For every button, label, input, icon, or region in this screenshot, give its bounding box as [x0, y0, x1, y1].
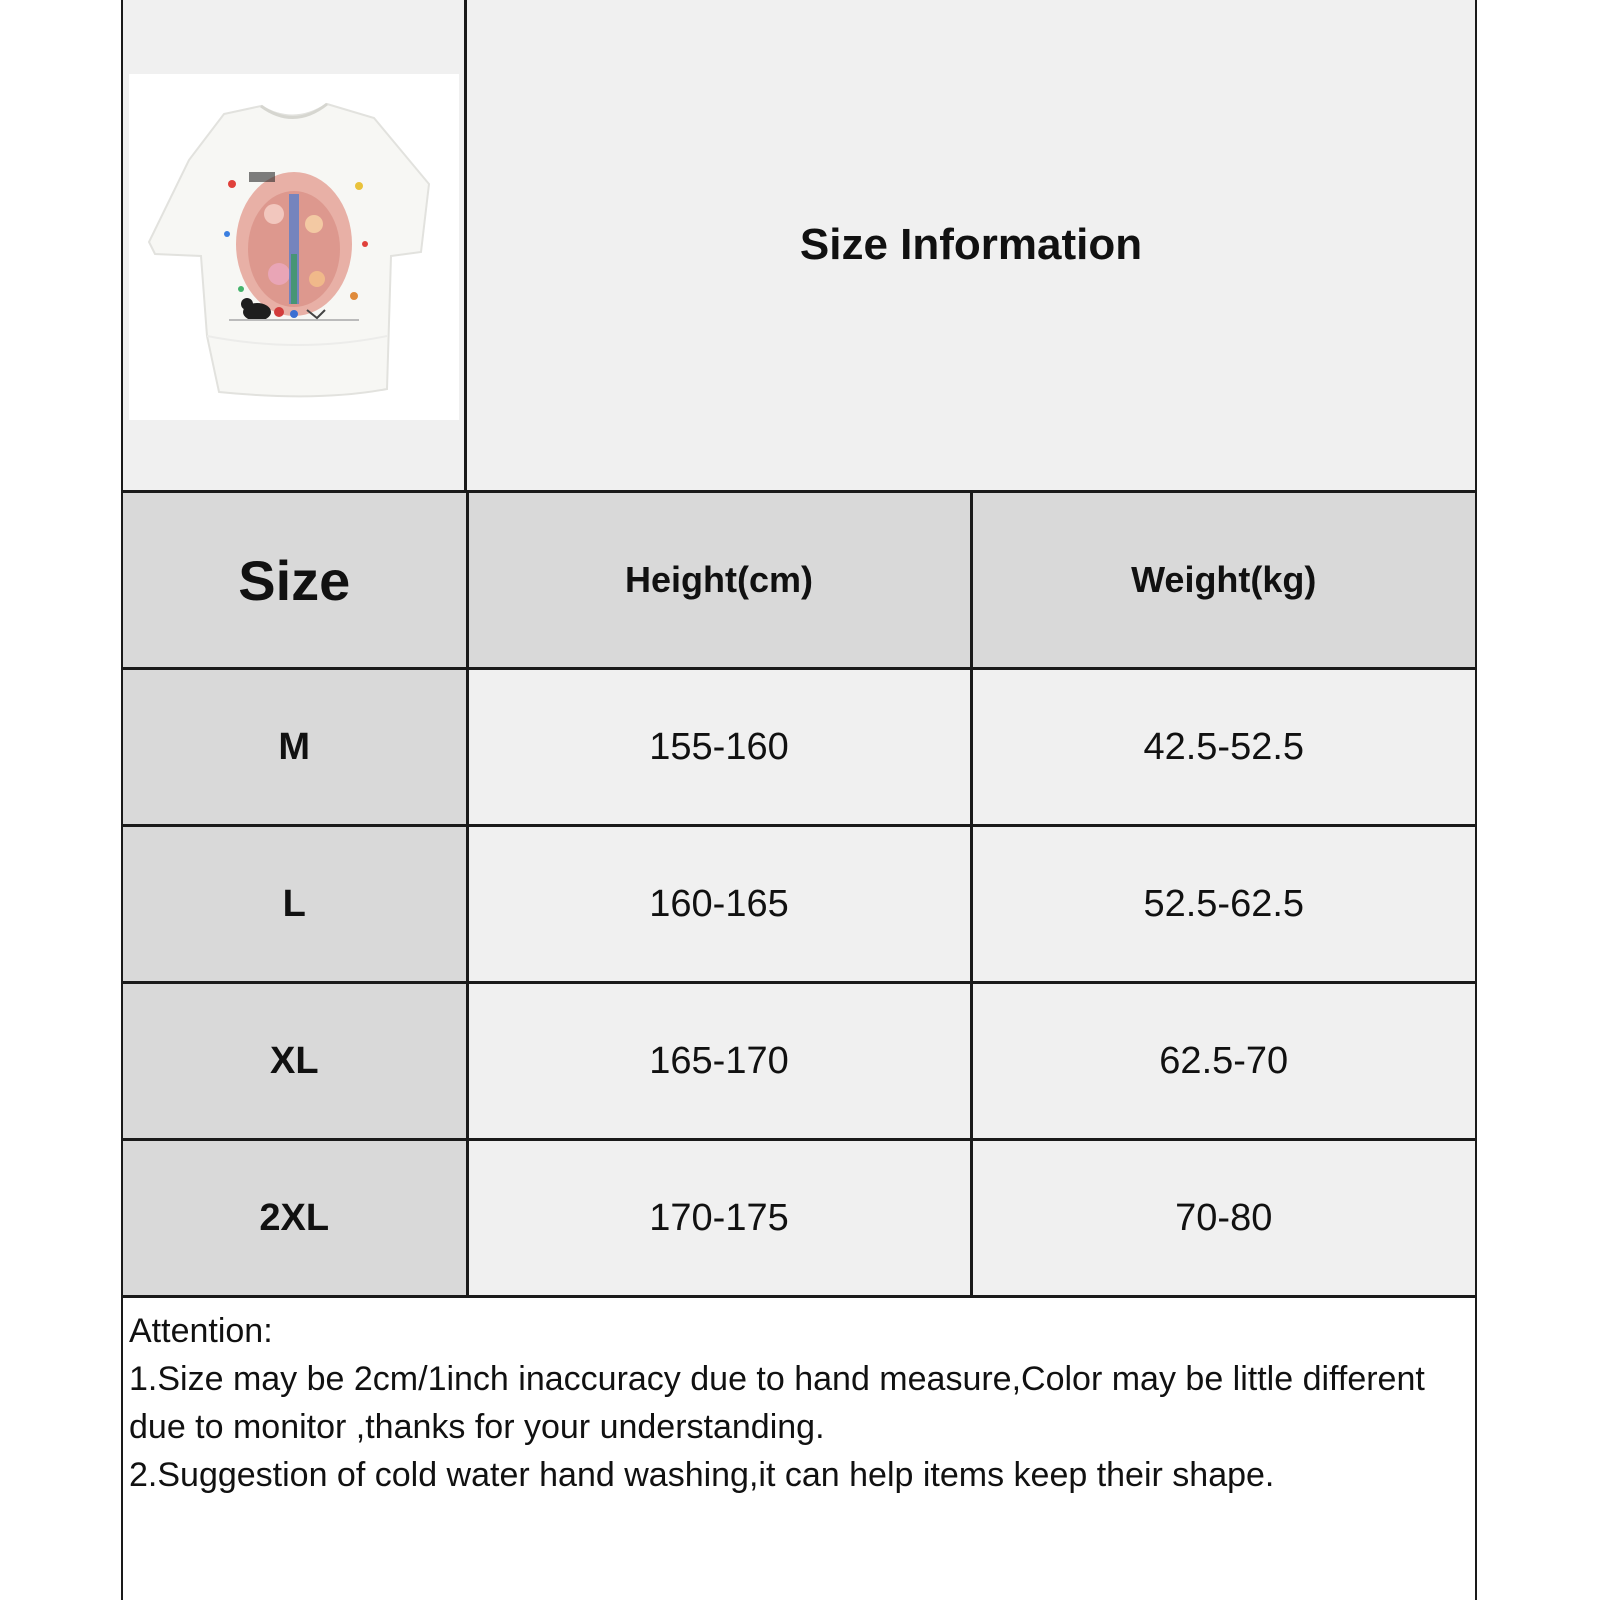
column-header-height: Height(cm): [467, 492, 971, 669]
title-cell: [467, 0, 1475, 490]
size-cell: L: [123, 826, 467, 983]
product-image-cell: [123, 0, 467, 490]
height-cell: 165-170: [467, 983, 971, 1140]
product-image: [129, 74, 459, 420]
column-header-size: Size: [123, 492, 467, 669]
size-cell: XL: [123, 983, 467, 1140]
page-title: Size Information: [799, 220, 1143, 269]
size-cell: 2XL: [123, 1140, 467, 1297]
size-chart-sheet: [121, 0, 1477, 1600]
table-row: [123, 1140, 1475, 1297]
table-header-row: [123, 492, 1475, 669]
table-row: [123, 669, 1475, 826]
table-row: [123, 826, 1475, 983]
note-line-2: 2.Suggestion of cold water hand washing,it can help items keep their shape.: [129, 1456, 1275, 1494]
weight-cell: 62.5-70: [971, 983, 1475, 1140]
size-cell: M: [123, 669, 467, 826]
size-table: [123, 490, 1475, 1298]
weight-cell: 70-80: [971, 1140, 1475, 1297]
tshirt-illustration: [129, 74, 459, 420]
note-line-1: 1.Size may be 2cm/1inch inaccuracy due to hand measure,Color may be little different due to monitor ,thanks for your understanding.: [129, 1360, 1425, 1446]
table-row: [123, 983, 1475, 1140]
attention-notes: [129, 1307, 1469, 1499]
column-header-weight: Weight(kg): [971, 492, 1475, 669]
height-cell: 160-165: [467, 826, 971, 983]
weight-cell: 42.5-52.5: [971, 669, 1475, 826]
height-cell: 170-175: [467, 1140, 971, 1297]
notes-heading: Attention:: [129, 1312, 273, 1350]
weight-cell: 52.5-62.5: [971, 826, 1475, 983]
height-cell: 155-160: [467, 669, 971, 826]
